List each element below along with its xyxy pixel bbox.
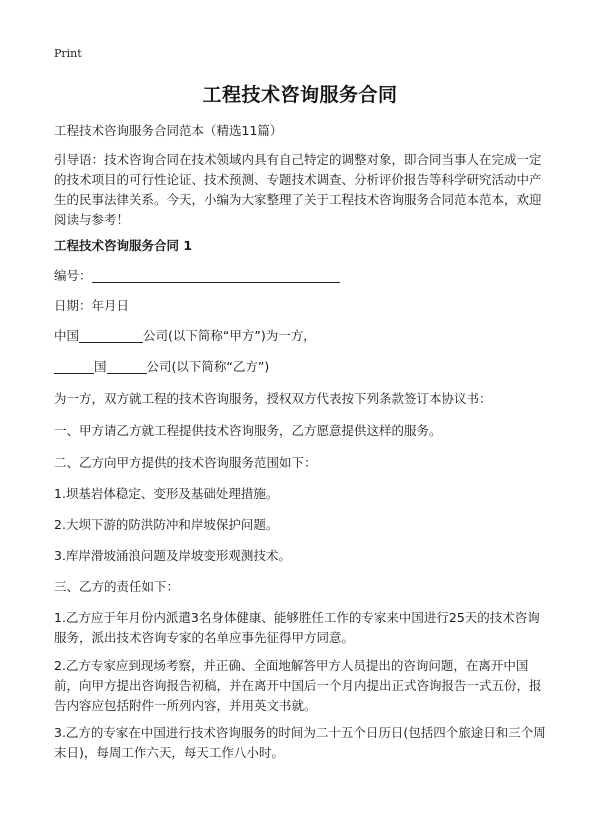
duty-item-2: 2.乙方专家应到现场考察，并正确、全面地解答甲方人员提出的咨询问题，在离开中国前，向甲方提出咨询报告初稿，并在离开中国后一个月内提出正式咨询报告一式五份，报告内容应包括附件一所列内容，并用英文书就。 — [54, 658, 542, 713]
number-label: 编号： — [54, 268, 92, 283]
document-title: 工程技术咨询服务合同 — [202, 84, 398, 106]
party-a-suffix: 公司(以下简称“甲方”)为一方， — [143, 328, 316, 343]
party-a-line — [54, 326, 549, 346]
party-b-mid: 国 — [94, 359, 107, 374]
party-a-blank — [79, 328, 143, 343]
section-heading: 工程技术咨询服务合同 1 — [54, 238, 193, 253]
agreement-intro: 为一方，双方就工程的技术咨询服务，授权双方代表按下列条款签订本协议书： — [54, 391, 492, 406]
document-subtitle: 工程技术咨询服务合同范本（精选11篇） — [54, 123, 283, 138]
duty-item-1: 1.乙方应于年月份内派遣3名身体健康、能够胜任工作的专家来中国进行25天的技术咨询服务，派出技术咨询专家的名单应事先征得甲方同意。 — [54, 610, 540, 645]
clause-1: 一、甲方请乙方就工程提供技术咨询服务，乙方愿意提供这样的服务。 — [54, 423, 442, 438]
party-b-line — [54, 357, 549, 377]
clause-2-heading: 二、乙方向甲方提供的技术咨询服务范围如下： — [54, 455, 317, 470]
scope-item-1: 1.坝基岩体稳定、变形及基础处理措施。 — [54, 486, 279, 501]
number-line — [54, 266, 549, 286]
duty-item-3: 3.乙方的专家在中国进行技术咨询服务的时间为二十五个日历日(包括四个旅途日和三个周末日)，每周工作六天，每天工作八小时。 — [54, 725, 546, 760]
intro-paragraph: 引导语：技术咨询合同在技术领域内具有自己特定的调整对象，即合同当事人在完成一定的技术项目的可行性论证、技术预测、专题技术调查、分析评价报告等科学研究活动中产生的民事法律关系。今天，小编为大家整理了关于工程技术咨询服务合同范本范本，欢迎阅读与参考！ — [54, 152, 542, 227]
scope-item-2: 2.大坝下游的防洪防冲和岸坡保护问题。 — [54, 517, 279, 532]
party-b-blank-2 — [107, 359, 147, 374]
date-line: 日期：年月日 — [54, 298, 130, 313]
party-b-suffix: 公司(以下简称“乙方”) — [146, 359, 270, 374]
number-blank — [92, 268, 340, 283]
party-a-prefix: 中国 — [54, 328, 80, 343]
party-b-blank-1 — [54, 359, 94, 374]
scope-item-3: 3.库岸滑坡涌浪问题及岸坡变形观测技术。 — [54, 548, 291, 563]
clause-3-heading: 三、乙方的责任如下： — [54, 579, 180, 594]
print-link[interactable]: Print — [54, 47, 82, 60]
